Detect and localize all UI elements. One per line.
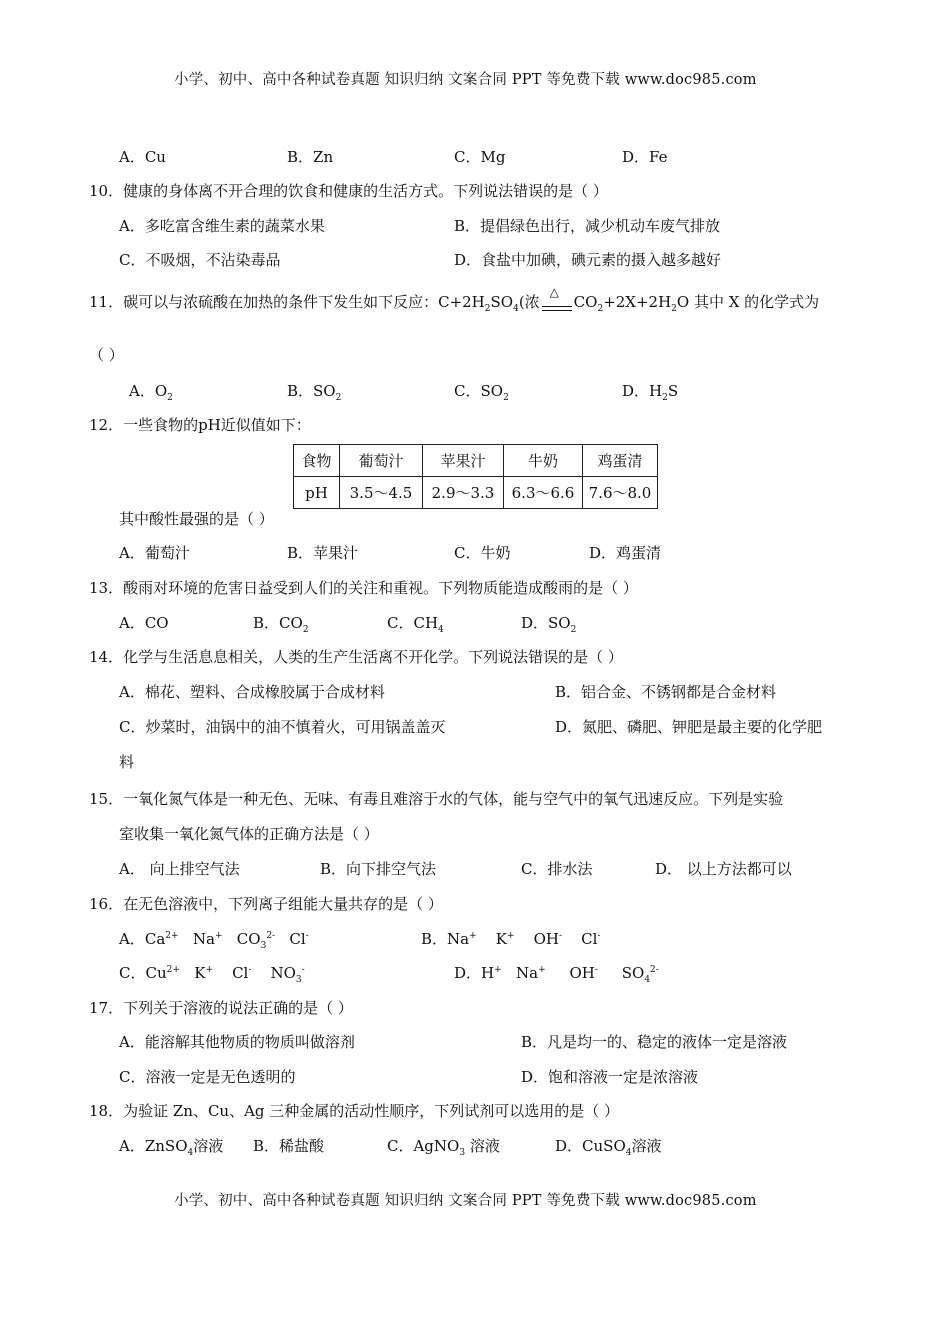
q9-option-d: D．Fe [622, 148, 668, 166]
q16-option-d: D．H+ Na+ OH- $SO_4^{2-}$ [454, 964, 659, 985]
q16-option-a: A．$Ca^{2+}$ Na+ $CO_3^{2-}$ Cl- [119, 930, 309, 951]
q18-option-b: B．稀盐酸 [253, 1137, 325, 1155]
page-header: 小学、初中、高中各种试卷真题 知识归纳 文案合同 PPT 等免费下载 www.doc985.com [174, 72, 757, 88]
q17-stem: 17．下列关于溶液的说法正确的是（ ） [89, 999, 353, 1017]
q14-option-c: C．炒菜时，油锅中的油不慎着火，可用锅盖盖灭 [119, 718, 446, 736]
q16-option-b: B．Na+ K+ OH- Cl- [421, 930, 601, 948]
table-cell: pH [294, 477, 340, 509]
q17-option-a: A．能溶解其他物质的物质叫做溶剂 [119, 1033, 355, 1051]
heating-equals-sign [540, 285, 574, 312]
q18-stem: 18．为验证 Zn、Cu、Ag 三种金属的活动性顺序，下列试剂可以选用的是（ ） [89, 1102, 620, 1120]
q17-option-c: C．溶液一定是无色透明的 [119, 1068, 296, 1086]
q16-stem: 16．在无色溶液中，下列离子组能大量共存的是（ ） [89, 895, 443, 913]
q16-option-c: C．$Cu^{2+}$ K+ Cl- $NO_3^-$ [119, 964, 305, 985]
q14-option-d: D．氮肥、磷肥、钾肥是最主要的化学肥 [555, 718, 823, 736]
table-cell: 牛奶 [504, 445, 583, 477]
table-row [294, 445, 658, 477]
q12-stem: 12．一些食物的pH近似值如下： [89, 416, 311, 434]
q12-option-a: A．葡萄汁 [119, 544, 190, 562]
table-cell: 3.5～4.5 [340, 477, 423, 509]
q11-answer-bracket: （ ） [89, 346, 124, 364]
q11-option-c: C．$SO_2$ [454, 382, 509, 403]
q11-option-d: D．$H_2S$ [622, 382, 679, 403]
q9-option-b: B．Zn [287, 148, 334, 166]
q10-option-c: C．不吸烟，不沾染毒品 [119, 251, 281, 269]
table-cell: 鸡蛋清 [583, 445, 658, 477]
q10-option-b: B．提倡绿色出行，减少机动车废气排放 [454, 217, 721, 235]
table-cell: 葡萄汁 [340, 445, 423, 477]
table-cell: 2.9～3.3 [423, 477, 504, 509]
table-cell: 6.3～6.6 [504, 477, 583, 509]
q17-option-b: B．凡是均一的、稳定的液体一定是溶液 [521, 1033, 788, 1051]
q17-option-d: D．饱和溶液一定是浓溶液 [521, 1068, 699, 1086]
q10-stem: 10．健康的身体离不开合理的饮食和健康的生活方式。下列说法错误的是（ ） [89, 182, 608, 200]
q18-option-d: D．CuSO$_4$溶液 [555, 1137, 662, 1158]
q14-option-d-wrap: 料 [119, 753, 135, 771]
q11-option-b: B．$SO_2$ [287, 382, 342, 403]
q10-option-a: A．多吃富含维生素的蔬菜水果 [119, 217, 325, 235]
q10-option-d: D．食盐中加碘，碘元素的摄入越多越好 [454, 251, 722, 269]
q15-option-b: B．向下排空气法 [320, 860, 437, 878]
ph-table [293, 444, 658, 509]
q13-option-c: C．$CH_4$ [387, 614, 444, 635]
q13-option-b: B．$CO_2$ [253, 614, 309, 635]
table-row [294, 477, 658, 509]
q11-option-a: A．$O_2$ [129, 382, 173, 403]
q13-option-a: A．CO [119, 614, 169, 632]
q12-option-b: B．苹果汁 [287, 544, 359, 562]
q12-follow-up: 其中酸性最强的是（ ） [119, 510, 274, 528]
q11-stem: 11．碳可以与浓硫酸在加热的条件下发生如下反应：$C+2H_2SO_4$(浓 △ $CO_2+2X+2H_2O$ 其中 X 的化学式为 [89, 285, 820, 314]
q15-option-c: C．排水法 [521, 860, 593, 878]
delta-symbol: △ [549, 285, 559, 299]
q13-stem: 13．酸雨对环境的危害日益受到人们的关注和重视。下列物质能造成酸雨的是（ ） [89, 579, 638, 597]
q18-option-a: A．ZnSO$_4$溶液 [119, 1137, 224, 1158]
table-cell: 苹果汁 [423, 445, 504, 477]
q15-stem-line2: 室收集一氧化氮气体的正确方法是（ ） [119, 825, 379, 843]
q13-option-d: D．$SO_2$ [521, 614, 577, 635]
q12-option-d: D．鸡蛋清 [589, 544, 662, 562]
q9-option-c: C．Mg [454, 148, 506, 166]
q18-option-c: C．AgNO$_3$ 溶液 [387, 1137, 500, 1158]
q14-stem: 14．化学与生活息息相关，人类的生产生活离不开化学。下列说法错误的是（ ） [89, 648, 623, 666]
q15-option-d: D． 以上方法都可以 [655, 860, 792, 878]
table-cell: 7.6～8.0 [583, 477, 658, 509]
q15-stem-line1: 15．一氧化氮气体是一种无色、无味、有毒且难溶于水的气体，能与空气中的氧气迅速反应。下列是实验 [89, 790, 784, 808]
q9-option-a: A．Cu [119, 148, 166, 166]
page-footer: 小学、初中、高中各种试卷真题 知识归纳 文案合同 PPT 等免费下载 www.doc985.com [174, 1193, 757, 1209]
q14-option-b: B．铝合金、不锈钢都是合金材料 [555, 683, 777, 701]
q12-option-c: C．牛奶 [454, 544, 511, 562]
q15-option-a: A． 向上排空气法 [119, 860, 240, 878]
table-cell: 食物 [294, 445, 340, 477]
q14-option-a: A．棉花、塑料、合成橡胶属于合成材料 [119, 683, 385, 701]
